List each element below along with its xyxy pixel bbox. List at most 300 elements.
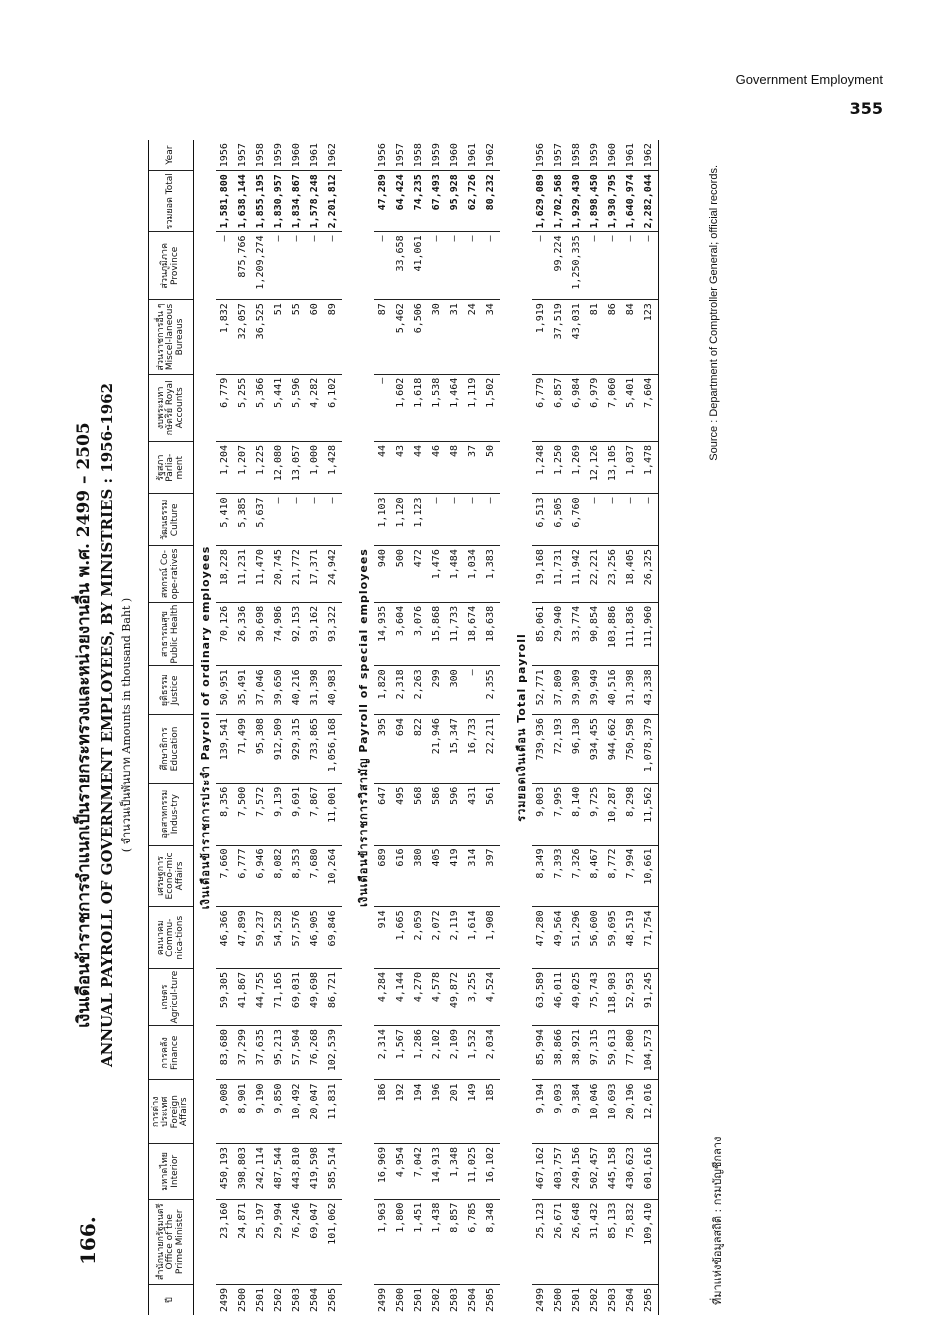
table-cell: 1958 [410,140,428,171]
table-cell: 201 [446,1080,464,1144]
column-header: Year [149,140,194,171]
table-cell: 431 [464,783,482,845]
table-cell: 2,282,044 [640,171,659,232]
table-cell: 8,140 [568,783,586,845]
table-cell: 1,037 [622,441,640,494]
title-thai: เงินเดือนข้าราชการจำแนกเป็นรายกระทรวงและหน่วยงานอื่น พ.ศ. 2499 – 2505 [74,422,94,1028]
table-cell: 11,025 [464,1144,482,1200]
table-cell: 18,638 [482,602,500,665]
table-cell: — [374,232,392,300]
table-cell: 11,231 [234,546,252,603]
table-cell: 419 [446,845,464,907]
column-header: ยุติธรรม Justice [149,666,194,715]
table-cell: 1960 [288,140,306,171]
table-cell: — [216,232,234,300]
table-row [324,140,342,1315]
table-cell: 1,538 [428,374,446,441]
table-cell: 99,224 [550,232,568,300]
table-title-block [70,125,135,1325]
table-cell: 186 [374,1080,392,1144]
table-cell: 472 [410,546,428,603]
table-cell: 6,984 [568,374,586,441]
table-cell: — [640,232,659,300]
table-cell: 1,476 [428,546,446,603]
section-header-row [510,140,532,1315]
table-cell: 443,810 [288,1144,306,1200]
table-cell: 21,946 [428,715,446,784]
table-cell: 2504 [309,1287,321,1312]
table-cell: 9,725 [586,783,604,845]
table-cell: 102,539 [324,1026,342,1080]
table-cell: 50 [482,441,500,494]
table-cell: 934,455 [586,715,604,784]
table-cell: 9,008 [216,1080,234,1144]
table-cell: 87 [374,300,392,375]
table-cell: 9,139 [270,783,288,845]
table-row [428,140,446,1315]
table-cell: 51 [270,300,288,375]
table-cell: 23,160 [216,1199,234,1284]
table-cell: 6,779 [216,374,234,441]
table-cell: 24,871 [234,1199,252,1284]
table-cell: — [324,232,342,300]
table-cell: 52,953 [622,969,640,1026]
table-cell: 1,204 [216,441,234,494]
table-cell: 4,578 [428,969,446,1026]
table-cell: 59,613 [604,1026,622,1080]
table-cell: 11,731 [550,546,568,603]
table-cell: 77,800 [622,1026,640,1080]
table-cell: 1960 [604,140,622,171]
table-cell: 929,315 [288,715,306,784]
table-cell: 49,872 [446,969,464,1026]
table-cell: 37,046 [252,666,270,715]
table-cell: 16,969 [374,1144,392,1200]
table-cell: 5,637 [252,494,270,546]
table-cell: 1,834,867 [288,171,306,232]
table-cell: 6,779 [532,374,550,441]
table-cell: 2500 [237,1287,249,1312]
table-cell: 2501 [255,1287,267,1312]
table-cell: 139,541 [216,715,234,784]
table-cell: 26,336 [234,602,252,665]
table-cell: 1958 [568,140,586,171]
table-cell: 55 [288,300,306,375]
table-cell: — [446,232,464,300]
table-cell: 6,785 [464,1199,482,1284]
table-cell: 38,866 [550,1026,568,1080]
column-header: อุตสาหกรรม Indus-try [149,783,194,845]
table-cell: 2505 [327,1287,339,1312]
table-cell: 4,284 [374,969,392,1026]
table-cell: 1,056,168 [324,715,342,784]
table-cell: 89 [324,300,342,375]
table-cell: — [288,232,306,300]
table-cell: 40,983 [324,666,342,715]
table-cell: 192 [392,1080,410,1144]
table-cell: 1959 [428,140,446,171]
table-cell: 4,144 [392,969,410,1026]
table-cell: 1,614 [464,907,482,969]
table-cell: — [374,374,392,441]
table-cell: 13,057 [288,441,306,494]
table-cell: 46,366 [216,907,234,969]
table-cell: 2502 [273,1287,285,1312]
table-cell: 41,061 [410,232,428,300]
table-cell: 1956 [374,140,392,171]
table-cell: 750,598 [622,715,640,784]
source-english: Source : Department of Comptroller General; official records. [708,165,720,461]
rotated-table-page [60,125,860,1325]
table-row [216,140,234,1315]
table-cell: 9,093 [550,1080,568,1144]
table-cell: 123 [640,300,659,375]
table-cell: 6,760 [568,494,586,546]
table-cell: 1,702,568 [550,171,568,232]
table-cell: 6,505 [550,494,568,546]
table-cell: 101,062 [324,1199,342,1284]
table-cell: 1,478 [640,441,659,494]
table-cell: — [270,494,288,546]
table-cell: 17,371 [306,546,324,603]
table-cell: 2504 [467,1287,479,1312]
table-cell: 1,830,957 [270,171,288,232]
table-cell: 39,949 [586,666,604,715]
table-cell: 1,250 [550,441,568,494]
table-cell: 1,209,274 [252,232,270,300]
table-cell: 74,235 [410,171,428,232]
table-cell: 822 [410,715,428,784]
table-cell: 86 [604,300,622,375]
table-cell: 1,800 [392,1199,410,1284]
table-cell: 2500 [395,1287,407,1312]
table-cell: 2,263 [410,666,428,715]
table-cell: 21,772 [288,546,306,603]
table-cell: 616 [392,845,410,907]
table-cell: 1961 [622,140,640,171]
table-cell: 1959 [270,140,288,171]
column-header: รัฐสภา Parlia-ment [149,441,194,494]
table-cell: 22,211 [482,715,500,784]
table-cell: 1,034 [464,546,482,603]
table-row [306,140,324,1315]
table-cell: 19,168 [532,546,550,603]
table-cell: 739,936 [532,715,550,784]
table-cell: 1,484 [446,546,464,603]
table-cell: 2505 [485,1287,497,1312]
table-cell: 25,123 [532,1199,550,1284]
table-row [288,140,306,1315]
table-row [374,140,392,1315]
table-cell: 6,102 [324,374,342,441]
table-cell: 85,994 [532,1026,550,1080]
column-header-row [149,140,194,1315]
table-cell: 11,831 [324,1080,342,1144]
table-cell: — [446,494,464,546]
table-cell: 31,398 [306,666,324,715]
table-cell: 6,506 [410,300,428,375]
table-cell: 2501 [571,1287,583,1312]
table-cell: 56,600 [586,907,604,969]
table-cell: 10,661 [640,845,659,907]
table-cell: 1,638,144 [234,171,252,232]
table-cell: 20,745 [270,546,288,603]
table-cell: 502,457 [586,1144,604,1200]
column-header: มหาดไทย Interior [149,1144,194,1200]
table-cell: 11,001 [324,783,342,845]
table-cell: 111,960 [640,602,659,665]
table-cell: 70,126 [216,602,234,665]
table-cell: 20,196 [622,1080,640,1144]
table-cell: 5,385 [234,494,252,546]
table-cell: 30 [428,300,446,375]
table-cell: 8,857 [446,1199,464,1284]
table-cell: 7,326 [568,845,586,907]
spacer-cell [500,140,510,1315]
table-cell: 31 [446,300,464,375]
table-cell: — [604,232,622,300]
table-cell: 59,305 [216,969,234,1026]
table-cell: — [482,232,500,300]
table-cell: — [270,232,288,300]
table-row [234,140,252,1315]
table-cell: 242,114 [252,1144,270,1200]
table-cell: 31,432 [586,1199,604,1284]
table-cell: — [586,494,604,546]
table-cell: 1957 [234,140,252,171]
table-cell: 43,338 [640,666,659,715]
table-cell: 14,935 [374,602,392,665]
table-cell: 1,248 [532,441,550,494]
table-cell: — [464,494,482,546]
table-cell: 62,726 [464,171,482,232]
spacer-cell [342,140,352,1315]
payroll-table [148,140,659,1315]
table-cell: 4,270 [410,969,428,1026]
table-cell: 1,438 [428,1199,446,1284]
table-cell: 48,519 [622,907,640,969]
table-cell: — [306,494,324,546]
table-cell: 912,509 [270,715,288,784]
section-header-row [193,140,216,1315]
table-cell: 1,286 [410,1026,428,1080]
table-cell: 8,298 [622,783,640,845]
table-cell: 83,680 [216,1026,234,1080]
table-cell: 2,034 [482,1026,500,1080]
table-row [532,140,550,1315]
table-cell: 15,868 [428,602,446,665]
table-cell: 1962 [482,140,500,171]
table-cell: 24,942 [324,546,342,603]
table-cell: 1,123 [410,494,428,546]
table-cell: 52,771 [532,666,550,715]
table-cell: 44,755 [252,969,270,1026]
table-cell: 12,016 [640,1080,659,1144]
table-cell: 1956 [532,140,550,171]
table-cell: 405 [428,845,446,907]
table-cell: 9,003 [532,783,550,845]
table-cell: 585,514 [324,1144,342,1200]
table-row [550,140,568,1315]
table-cell: 8,349 [532,845,550,907]
table-cell: 97,315 [586,1026,604,1080]
table-cell: 90,854 [586,602,604,665]
table-cell: 16,102 [482,1144,500,1200]
table-cell: 3,255 [464,969,482,1026]
table-cell: 875,766 [234,232,252,300]
table-cell: 26,671 [550,1199,568,1284]
table-cell: 1,078,379 [640,715,659,784]
table-cell: — [640,494,659,546]
table-cell: 647 [374,783,392,845]
table-cell: 185 [482,1080,500,1144]
table-cell: 26,648 [568,1199,586,1284]
table-cell: 49,564 [550,907,568,969]
table-cell: 40,216 [288,666,306,715]
table-cell: 44 [410,441,428,494]
table-cell: 196 [428,1080,446,1144]
table-cell: 9,194 [532,1080,550,1144]
table-cell: 43,031 [568,300,586,375]
table-row [464,140,482,1315]
table-cell: 47,280 [532,907,550,969]
table-cell: 49,025 [568,969,586,1026]
table-cell: 9,691 [288,783,306,845]
table-cell: — [482,494,500,546]
table-cell: 568 [410,783,428,845]
table-cell: 93,162 [306,602,324,665]
table-cell: 1,898,450 [586,171,604,232]
table-cell: 4,524 [482,969,500,1026]
table-cell: — [464,232,482,300]
table-cell: 6,857 [550,374,568,441]
table-cell: 5,410 [216,494,234,546]
table-cell: 10,287 [604,783,622,845]
table-cell: 51,296 [568,907,586,969]
table-cell: — [288,494,306,546]
table-row [392,140,410,1315]
table-cell: — [622,232,640,300]
table-cell: 74,986 [270,602,288,665]
column-header: ศึกษาธิการ Education [149,715,194,784]
table-cell: 13,105 [604,441,622,494]
source-thai: ที่มาแห่งข้อมูลสถิติ : กรมบัญชีกลาง [711,1136,724,1305]
table-cell: 95,213 [270,1026,288,1080]
table-cell: 1,451 [410,1199,428,1284]
table-row [446,140,464,1315]
table-cell: 41,867 [234,969,252,1026]
table-cell: 1957 [392,140,410,171]
table-cell: 37,809 [550,666,568,715]
table-cell: 11,562 [640,783,659,845]
table-cell: 2499 [377,1287,389,1312]
table-cell: 35,491 [234,666,252,715]
table-cell: 1,119 [464,374,482,441]
table-cell: 91,245 [640,969,659,1026]
table-cell: 2,102 [428,1026,446,1080]
table-cell: 96,130 [568,715,586,784]
table-cell: 380 [410,845,428,907]
table-cell: 59,695 [604,907,622,969]
table-cell: 14,913 [428,1144,446,1200]
table-cell: 48 [446,441,464,494]
table-cell: 1957 [550,140,568,171]
table-cell: 5,441 [270,374,288,441]
table-cell: 6,979 [586,374,604,441]
table-cell: — [464,666,482,715]
table-cell: 103,886 [604,602,622,665]
table-cell: 104,573 [640,1026,659,1080]
table-cell: 1,820 [374,666,392,715]
table-cell: 314 [464,845,482,907]
table-cell: 34 [482,300,500,375]
table-cell: 733,865 [306,715,324,784]
table-cell: — [428,232,446,300]
column-header: คมนาคม Commu-nica-tions [149,907,194,969]
table-cell: 24 [464,300,482,375]
table-cell: 403,757 [550,1144,568,1200]
table-cell: 9,850 [270,1080,288,1144]
column-header: สหกรณ์ Co-ope-ratives [149,546,194,603]
table-cell: 16,733 [464,715,482,784]
table-cell: 689 [374,845,392,907]
table-cell: 1956 [216,140,234,171]
table-cell: 467,162 [532,1144,550,1200]
table-cell: 694 [392,715,410,784]
table-cell: 85,133 [604,1199,622,1284]
table-cell: 430,623 [622,1144,640,1200]
table-cell: 10,693 [604,1080,622,1144]
table-cell: 1,464 [446,374,464,441]
table-cell: 2499 [219,1287,231,1312]
table-cell: 2,072 [428,907,446,969]
table-cell: 487,544 [270,1144,288,1200]
table-cell: 1,348 [446,1144,464,1200]
column-header: เกษตร Agricul-ture [149,969,194,1026]
table-row [410,140,428,1315]
table-cell: 1,581,800 [216,171,234,232]
table-cell: 71,499 [234,715,252,784]
table-cell: 76,246 [288,1199,306,1284]
table-cell: 1,665 [392,907,410,969]
page-number: 355 [849,99,883,118]
table-cell: 8,353 [288,845,306,907]
table-cell: 5,596 [288,374,306,441]
table-cell: 300 [446,666,464,715]
column-header: วัฒนธรรม Culture [149,494,194,546]
table-cell: 2,201,812 [324,171,342,232]
table-cell: 2503 [449,1287,461,1312]
table-cell: 495 [392,783,410,845]
section-title: เงินเดือนข้าราชการวิสามัญ Payroll of special employees [356,548,370,907]
table-cell: 1961 [306,140,324,171]
table-cell: 26,325 [640,546,659,603]
table-row [270,140,288,1315]
table-body [193,140,658,1315]
table-cell: 9,384 [568,1080,586,1144]
table-cell: 1,855,195 [252,171,270,232]
table-cell: 586 [428,783,446,845]
table-cell: 39,650 [270,666,288,715]
table-cell: 37,635 [252,1026,270,1080]
table-cell: 7,994 [622,845,640,907]
table-cell: 1,929,430 [568,171,586,232]
table-row [622,140,640,1315]
column-header: เศรษฐการ Econo-mic Affairs [149,845,194,907]
table-cell: 1959 [586,140,604,171]
table-cell: 1,567 [392,1026,410,1080]
table-cell: 450,193 [216,1144,234,1200]
